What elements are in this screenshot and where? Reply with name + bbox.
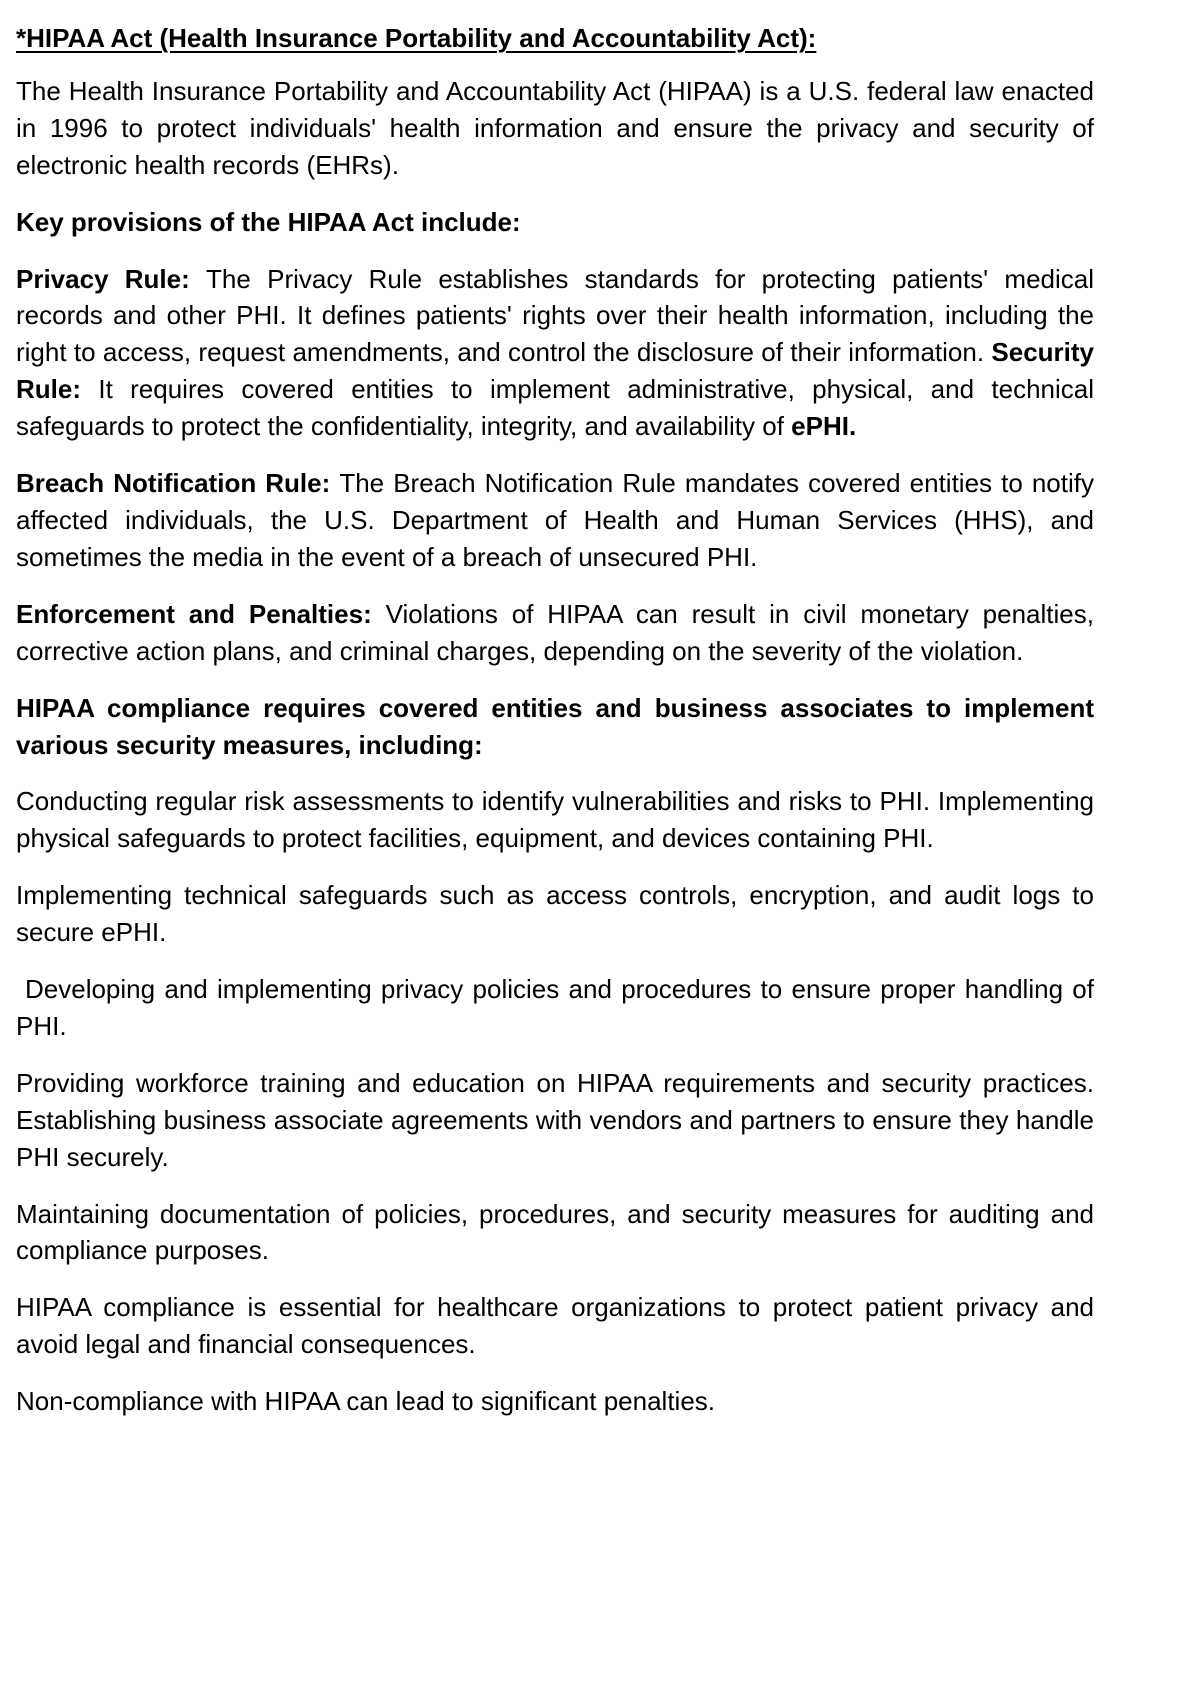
text-run: Breach Notification Rule: — [16, 468, 340, 499]
text-run: The Health Insurance Portability and Accountability Act (HIPAA) is a U.S. federal law enacted in 1996 to protect individuals' health information and ensure the privacy and security of electronic health records (EHRs). — [16, 75, 1094, 180]
paragraph-enforcement-and-penalties — [16, 596, 1094, 670]
text-run: ePHI. — [791, 411, 857, 442]
paragraph-compliance-measures-heading — [16, 690, 1094, 764]
text-run: Security Rule: — [16, 337, 1094, 405]
paragraph-technical-safeguards — [16, 877, 1094, 951]
text-run: Providing workforce training and education on HIPAA requirements and security practices. Establishing business associate agreements with vendors and partners to ensure they handle PHI securely. — [16, 1067, 1094, 1172]
text-run: Developing and implementing privacy policies and procedures to ensure proper handling of PHI. — [16, 974, 1094, 1041]
text-run: Violations of HIPAA can result in civil monetary penalties, corrective action plans, and criminal charges, depending on the severity of the violation. — [16, 598, 1094, 666]
paragraph-compliance-essential — [16, 1289, 1094, 1363]
paragraph-breach-notification-rule — [16, 465, 1094, 576]
text-run: *HIPAA Act (Health Insurance Portability and Accountability Act): — [16, 23, 817, 53]
paragraph-workforce-training — [16, 1065, 1094, 1176]
paragraph-intro — [16, 73, 1094, 184]
paragraph-non-compliance — [16, 1383, 1094, 1420]
text-run: Non-compliance with HIPAA can lead to significant penalties. — [16, 1386, 716, 1417]
text-run: Enforcement and Penalties: — [16, 598, 386, 629]
paragraph-privacy-and-security-rule — [16, 261, 1094, 446]
paragraph-key-provisions-heading — [16, 204, 1094, 241]
document-body — [16, 20, 1094, 1420]
paragraph-title — [16, 20, 1094, 57]
text-run: Conducting regular risk assessments to identify vulnerabilities and risks to PHI. Implementing physical safeguards to protect facilities, equipment, and devices containing PHI. — [16, 786, 1094, 854]
text-run: The Breach Notification Rule mandates covered entities to notify affected individuals, the U.S. Department of Health and Human Services (HHS), and sometimes the media in the event of a breach of unsecured PHI. — [16, 468, 1094, 572]
text-run: The Privacy Rule establishes standards for protecting patients' medical records and other PHI. It defines patients' rights over their health information, including the right to access, request amendments, and control the disclosure of their information. — [16, 263, 1094, 368]
text-run: Implementing technical safeguards such as access controls, encryption, and audit logs to secure ePHI. — [16, 880, 1094, 948]
paragraph-privacy-policies — [16, 971, 1094, 1045]
text-run: Maintaining documentation of policies, procedures, and security measures for auditing and compliance purposes. — [16, 1198, 1094, 1266]
text-run: HIPAA compliance requires covered entities and business associates to implement various security measures, including: — [16, 692, 1094, 760]
text-run: HIPAA compliance is essential for healthcare organizations to protect patient privacy and avoid legal and financial consequences. — [16, 1292, 1094, 1360]
text-run: Privacy Rule: — [16, 263, 207, 294]
paragraph-documentation — [16, 1196, 1094, 1270]
text-run: Key provisions of the HIPAA Act include: — [16, 206, 521, 237]
text-run: It requires covered entities to implement administrative, physical, and technical safeguards to protect the confidentiality, integrity, and availability of — [16, 374, 1094, 442]
paragraph-risk-assessments — [16, 783, 1094, 857]
